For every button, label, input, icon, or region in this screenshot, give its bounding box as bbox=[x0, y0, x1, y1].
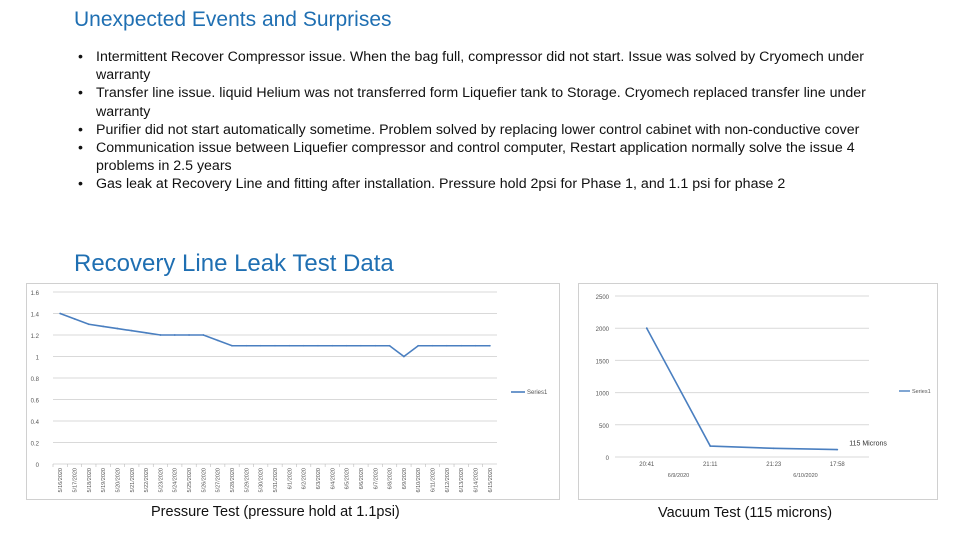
y-tick-label: 0.6 bbox=[30, 398, 39, 405]
x-tick-label: 6/7/2020 bbox=[373, 468, 380, 490]
data-point bbox=[202, 334, 204, 336]
x-tick-label: 6/4/2020 bbox=[330, 468, 337, 490]
x-tick-label: 21:23 bbox=[766, 462, 782, 468]
data-point bbox=[288, 345, 290, 347]
data-point bbox=[102, 326, 104, 328]
data-point bbox=[217, 339, 219, 341]
slide-title: Unexpected Events and Surprises bbox=[74, 8, 392, 31]
y-tick-label: 500 bbox=[598, 423, 609, 430]
x-tick-label: 17:58 bbox=[829, 462, 845, 468]
bullet-item bbox=[74, 139, 894, 175]
x-tick-label: 6/8/2020 bbox=[387, 468, 394, 490]
bullet-glyph: • bbox=[78, 140, 83, 157]
y-tick-label: 1 bbox=[35, 355, 39, 362]
bullet-glyph: • bbox=[78, 49, 83, 65]
data-point bbox=[432, 345, 434, 347]
data-point bbox=[773, 447, 775, 449]
x-tick-label: 20:41 bbox=[639, 462, 655, 468]
x-date-label: 6/10/2020 bbox=[793, 473, 818, 479]
x-tick-label: 5/29/2020 bbox=[244, 468, 251, 493]
data-point bbox=[260, 345, 262, 347]
y-tick-label: 0.4 bbox=[30, 420, 39, 426]
x-tick-label: 5/30/2020 bbox=[258, 468, 265, 493]
x-tick-label: 6/6/2020 bbox=[358, 468, 365, 490]
x-tick-label: 6/14/2020 bbox=[473, 468, 480, 493]
bullet-item bbox=[74, 175, 894, 193]
data-point bbox=[417, 345, 419, 347]
x-tick-label: 6/2/2020 bbox=[301, 468, 308, 490]
x-tick-label: 6/10/2020 bbox=[416, 468, 423, 493]
pressure-chart-svg bbox=[27, 284, 559, 499]
legend-label: Series1 bbox=[912, 389, 931, 395]
x-tick-label: 5/16/2020 bbox=[58, 468, 65, 493]
section-title: Recovery Line Leak Test Data bbox=[74, 250, 394, 277]
data-point bbox=[274, 345, 276, 347]
data-point bbox=[188, 334, 190, 336]
x-tick-label: 5/21/2020 bbox=[129, 468, 136, 493]
x-tick-label: 5/17/2020 bbox=[72, 468, 79, 493]
data-point bbox=[709, 445, 711, 447]
data-point bbox=[245, 345, 247, 347]
data-point bbox=[88, 323, 90, 325]
bullet-glyph: • bbox=[78, 121, 83, 138]
x-tick-label: 5/25/2020 bbox=[187, 468, 194, 493]
x-tick-label: 5/28/2020 bbox=[230, 468, 237, 493]
y-tick-label: 0 bbox=[605, 456, 609, 462]
y-tick-label: 1.4 bbox=[30, 312, 39, 319]
data-point bbox=[646, 327, 648, 329]
x-tick-label: 6/13/2020 bbox=[459, 468, 466, 493]
bullet-text: Communication issue between Liquefier compressor and control computer, Restart application normally solve the issue 4 problems in 2.5 years bbox=[96, 140, 855, 175]
x-tick-label: 6/12/2020 bbox=[444, 468, 451, 493]
x-tick-label: 21:11 bbox=[702, 462, 718, 468]
y-tick-label: 1.2 bbox=[30, 334, 39, 340]
data-point bbox=[59, 313, 61, 315]
data-point bbox=[360, 345, 362, 347]
y-tick-label: 2000 bbox=[595, 327, 609, 334]
vacuum-test-chart bbox=[578, 283, 938, 500]
data-point bbox=[836, 449, 838, 451]
bullet-text: Intermittent Recover Compressor issue. When the bag full, compressor did not start. Issue was solved by Cryomech under warranty bbox=[96, 49, 865, 84]
x-tick-label: 6/11/2020 bbox=[430, 468, 437, 493]
series-line bbox=[647, 328, 838, 449]
y-tick-label: 0.8 bbox=[30, 377, 39, 383]
value-annotation: 115 Microns bbox=[849, 440, 887, 448]
bullet-item bbox=[74, 84, 894, 120]
y-tick-label: 0 bbox=[35, 463, 39, 469]
x-tick-label: 5/27/2020 bbox=[215, 468, 222, 493]
bullet-glyph: • bbox=[78, 85, 83, 102]
x-tick-label: 5/20/2020 bbox=[115, 468, 122, 493]
legend-label: Series1 bbox=[527, 390, 548, 396]
x-tick-label: 5/31/2020 bbox=[273, 468, 279, 493]
bullet-item bbox=[74, 48, 894, 84]
data-point bbox=[460, 345, 462, 347]
bullet-text: Purifier did not start automatically sometime. Problem solved by replacing lower control cabinet with non-conductive cover bbox=[96, 121, 860, 138]
data-point bbox=[331, 345, 333, 347]
x-date-label: 6/9/2020 bbox=[667, 473, 690, 479]
y-tick-label: 2500 bbox=[595, 295, 609, 301]
bullet-text: Transfer line issue. liquid Helium was not transferred form Liquefier tank to Storage. Cryomech replaced transfer line under warranty bbox=[96, 85, 866, 120]
x-tick-label: 5/22/2020 bbox=[144, 468, 151, 493]
bullet-glyph: • bbox=[78, 176, 83, 193]
data-point bbox=[231, 345, 233, 347]
x-tick-label: 5/24/2020 bbox=[172, 468, 179, 493]
y-tick-label: 1000 bbox=[595, 391, 609, 398]
bullet-item bbox=[74, 121, 894, 139]
x-tick-label: 5/18/2020 bbox=[86, 468, 93, 493]
y-tick-label: 1500 bbox=[595, 359, 609, 366]
data-point bbox=[475, 345, 477, 347]
x-tick-label: 5/19/2020 bbox=[101, 468, 108, 493]
x-tick-label: 6/5/2020 bbox=[344, 468, 351, 490]
x-tick-label: 6/15/2020 bbox=[487, 468, 494, 493]
x-tick-label: 5/26/2020 bbox=[201, 468, 208, 493]
data-point bbox=[389, 345, 391, 347]
x-tick-label: 6/9/2020 bbox=[401, 468, 408, 490]
data-point bbox=[160, 334, 162, 336]
pressure-test-caption: Pressure Test (pressure hold at 1.1psi) bbox=[151, 504, 400, 520]
pressure-test-chart bbox=[26, 283, 560, 500]
x-tick-label: 6/1/2020 bbox=[287, 468, 294, 490]
data-point bbox=[131, 330, 133, 332]
data-point bbox=[117, 328, 119, 330]
data-point bbox=[489, 345, 491, 347]
data-point bbox=[74, 318, 76, 320]
x-tick-label: 5/23/2020 bbox=[158, 468, 165, 493]
y-tick-label: 1.6 bbox=[30, 291, 39, 297]
bullet-text: Gas leak at Recovery Line and fitting after installation. Pressure hold 2psi for Phase 1, and 1.1 psi for phase 2 bbox=[96, 176, 786, 193]
x-tick-label: 6/3/2020 bbox=[315, 468, 322, 490]
data-point bbox=[446, 345, 448, 347]
data-point bbox=[174, 334, 176, 336]
vacuum-test-caption: Vacuum Test (115 microns) bbox=[658, 505, 833, 521]
data-point bbox=[403, 356, 405, 358]
data-point bbox=[374, 345, 376, 347]
data-point bbox=[303, 345, 305, 347]
y-tick-label: 0.2 bbox=[30, 441, 39, 448]
data-point bbox=[317, 345, 319, 347]
data-point bbox=[346, 345, 348, 347]
events-bullet-list bbox=[74, 48, 894, 194]
data-point bbox=[145, 332, 147, 334]
vacuum-chart-svg bbox=[579, 284, 937, 499]
